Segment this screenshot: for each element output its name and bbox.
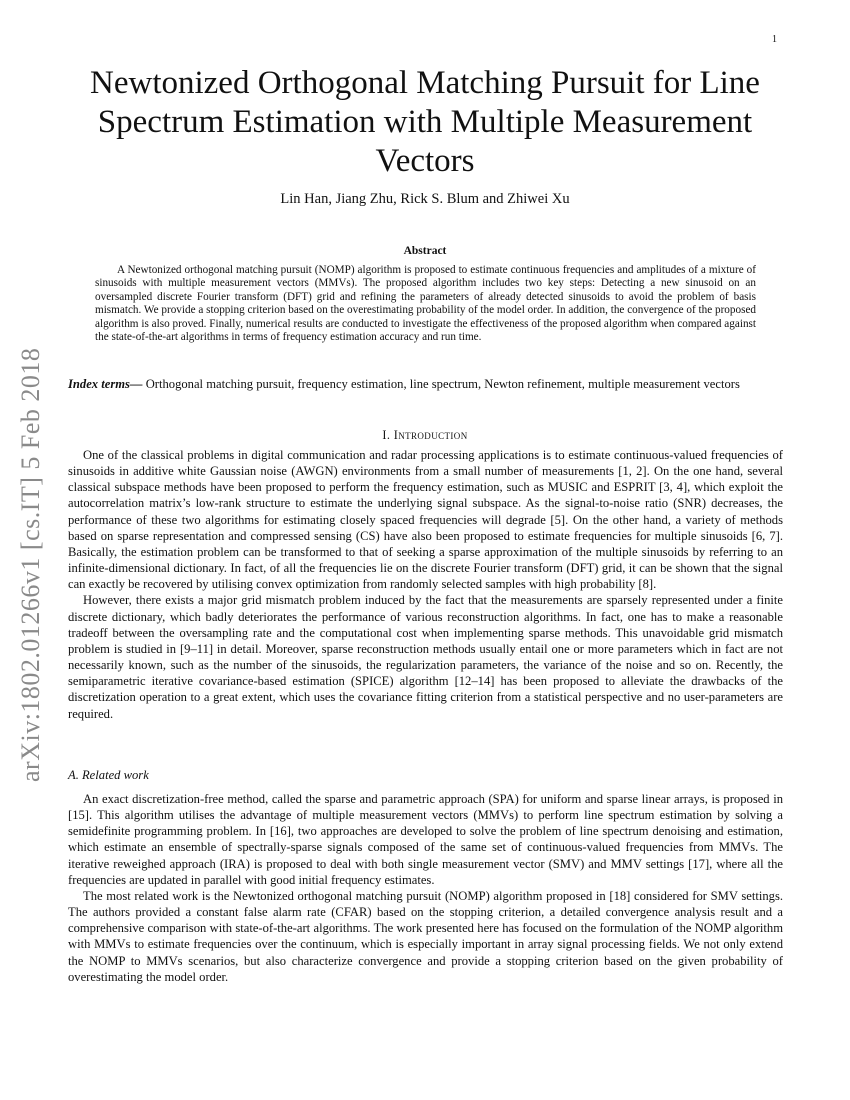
author-list: Lin Han, Jiang Zhu, Rick S. Blum and Zhiwei Xu [280, 191, 570, 207]
related-work-body [68, 791, 783, 985]
index-terms [68, 376, 783, 392]
page-number: 1 [772, 34, 777, 45]
abstract-heading: Abstract [403, 245, 447, 257]
arxiv-identifier: arXiv:1802.01266v1 [cs.IT] 5 Feb 2018 [16, 347, 45, 782]
introduction-paragraph: However, there exists a major grid mismatch problem induced by the fact that the measurements are sparsely represented under a finite discrete dictionary, which badly deteriorates the performance of various reconstruction algorithms. In fact, one has to make a reasonable tradeoff between the oversampling rate and the computational cost when implementing sparse methods. This unavoidable grid mismatch problem is studied in [9–11] in detail. Moreover, sparse reconstruction methods usually entail one or more parameters which in fact are not necessarily known, such as the number of the sinusoids, the regularization parameters, the variance of the noise and so on. Recently, the semiparametric iterative covariance-based estimation (SPICE) algorithm [12–14] has been proposed to alleviate the drawbacks of the discretization operation to a great extent, which uses the covariance fitting criterion from a statistical perspective and no user-parameters are required. [68, 593, 783, 721]
related-work-paragraph: The most related work is the Newtonized orthogonal matching pursuit (NOMP) algorithm proposed in [18] considered for SMV settings. The authors provided a constant false alarm rate (CFAR) based on the stopping criterion, a detailed convergence analysis result and a comprehensive comparison with state-of-the-art algorithms. The work presented here has focused on the formulation of the NOMP algorithm with MMVs to estimate frequencies over the continuum, which is especially important in array signal processing fields. We not only extend the NOMP to MMVs scenarios, but also characterize convergence and provide a stopping criterion based on the given probability of overestimating the model order. [68, 888, 783, 984]
subsection-heading-related-work: A. Related work [68, 768, 149, 782]
related-work-paragraph: An exact discretization-free method, called the sparse and parametric approach (SPA) for uniform and sparse linear arrays, is proposed in [15]. This algorithm utilises the advantage of multiple measurement vectors (MMVs) to perform line spectrum estimation by solving a semidefinite programming problem. In [16], two approaches are developed to solve the problem of line spectrum denoising and estimation, which estimate an ensemble of spectrally-sparse signals composed of the same set of continuous-valued frequencies from MMVs. The iterative reweighed approach (IRA) is proposed to deal with both single measurement vector (SMV) and MMV settings [17], where all the frequencies are updated in parallel with good initial frequency estimates. [68, 792, 783, 887]
abstract-body: A Newtonized orthogonal matching pursuit (NOMP) algorithm is proposed to estimate continuous frequencies and amplitudes of a mixture of sinusoids with multiple measurement vectors (MMVs). The proposed algorithm includes two key steps: Detecting a new sinusoid on an oversampled discrete Fourier transform (DFT) grid and refining the parameters of already detected sinusoids to avoid the problem of basis mismatch. We provide a stopping criterion based on the overestimating probability of the model order. In addition, the convergence of the proposed algorithm is also proved. Finally, numerical results are conducted to investigate the effectiveness of the proposed algorithm when compared against the state-of-the-art algorithms in terms of frequency estimation accuracy and run time. [95, 264, 756, 344]
introduction-body [68, 447, 783, 722]
index-terms-label: Index terms— [68, 377, 143, 391]
index-terms-text: Orthogonal matching pursuit, frequency estimation, line spectrum, Newton refinement, multiple measurement vectors [145, 377, 740, 391]
section-heading-introduction: I. Introduction [382, 428, 468, 442]
introduction-paragraph: One of the classical problems in digital communication and radar processing applications is to estimate continuous-valued frequencies of sinusoids in additive white Gaussian noise (AWGN) environments from a small number of measurements [1, 2]. On the one hand, several classical subspace methods have been proposed to perform the frequency estimation, such as MUSIC and ESPRIT [3, 4], which exploit the autocorrelation matrix’s low-rank structure to estimate the underlying signal subspace. As the signal-to-noise ratio (SNR) decreases, the performance of these two algorithms for estimating closely spaced frequencies will degrade [5]. On the other hand, a variety of methods based on sparse representation and compressed sensing (CS) have also been proposed to estimate frequencies for multiple sinusoids [6, 7]. Basically, the estimation problem can be transformed to that of seeking a sparse approximation of the multiple sinusoids by referring to an infinite-dimensional dictionary. In fact, of all the frequencies lie on the discrete Fourier transform (DFT) grid, it can be shown that the signal can exactly be recovered by utilising convex optimization from randomly selected samples with high probability [8]. [68, 448, 783, 592]
paper-title: Newtonized Orthogonal Matching Pursuit for Line Spectrum Estimation with Multiple Measurement Vectors [90, 65, 760, 179]
